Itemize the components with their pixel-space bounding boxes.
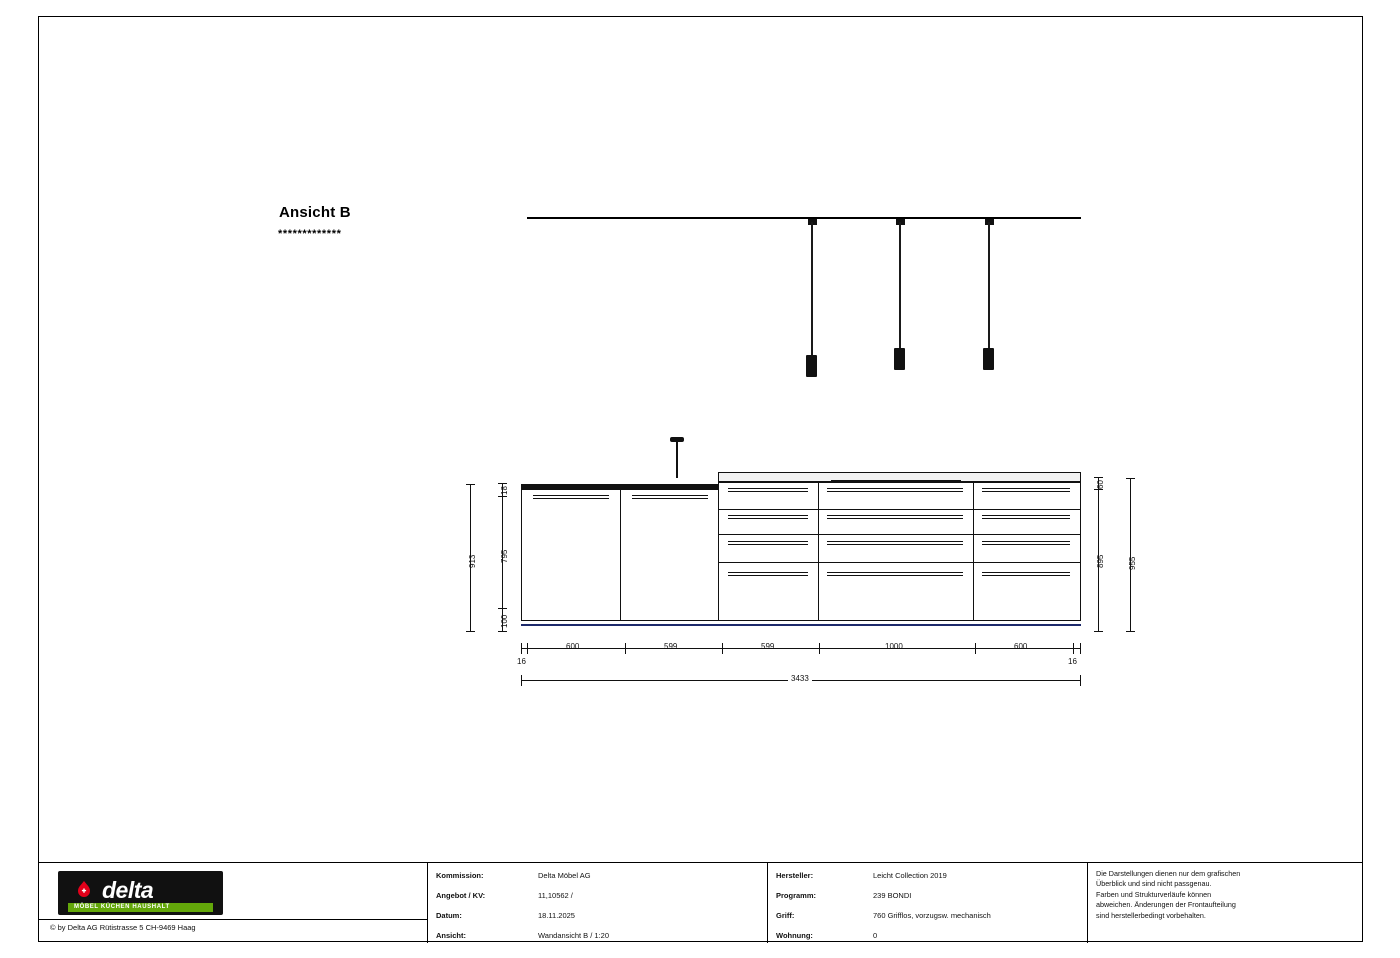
dim-100-label: 100 bbox=[500, 614, 509, 628]
dim-chain-tick-5 bbox=[975, 643, 976, 654]
handle-drawer-c3-r2 bbox=[982, 515, 1070, 519]
label-programm: Programm: bbox=[776, 891, 817, 900]
handle-door-1 bbox=[533, 495, 609, 499]
cabinet-left-divider bbox=[620, 490, 621, 620]
label-ansicht: Ansicht: bbox=[436, 931, 466, 940]
flame-icon bbox=[74, 880, 94, 900]
dim-width-599-a: 599 bbox=[664, 642, 678, 651]
dim-60-tick-bottom bbox=[1094, 489, 1103, 490]
dim-chain-line bbox=[521, 648, 1081, 649]
dim-width-600-left: 600 bbox=[566, 642, 580, 651]
copyright-text: © by Delta AG Rütistrasse 5 CH-9469 Haag bbox=[50, 923, 196, 932]
dim-100-tick-bottom bbox=[498, 631, 507, 632]
dim-chain-tick-4 bbox=[819, 643, 820, 654]
value-angebot: 11,10562 / bbox=[538, 891, 573, 900]
drawer-row-divider-1 bbox=[719, 509, 1080, 510]
handle-drawer-c1-r2 bbox=[728, 515, 808, 519]
pendant-lamp-2 bbox=[894, 348, 905, 370]
dim-total-tick-right bbox=[1080, 675, 1081, 686]
ceiling-line bbox=[527, 217, 1081, 219]
pendant-lamp-3 bbox=[983, 348, 994, 370]
dim-18-tick-bottom bbox=[498, 496, 507, 497]
value-wohnung: 0 bbox=[873, 931, 878, 940]
handle-drawer-c3-r1 bbox=[982, 488, 1070, 492]
dim-913-tick-bottom bbox=[466, 631, 475, 632]
label-kommission: Kommission: bbox=[436, 871, 484, 880]
dim-18-tick-top bbox=[498, 483, 507, 484]
dim-width-16-right: 16 bbox=[1068, 657, 1077, 666]
dim-chain-tick-0 bbox=[521, 643, 522, 654]
drawer-row-divider-2 bbox=[719, 534, 1080, 535]
dim-chain-tick-7 bbox=[1080, 643, 1081, 654]
handle-drawer-c2-r4 bbox=[827, 572, 963, 576]
handle-drawer-c1-r4 bbox=[728, 572, 808, 576]
title-block-logo-column bbox=[38, 863, 428, 943]
dim-total-label: 3433 bbox=[788, 674, 812, 683]
dim-913-tick-top bbox=[466, 484, 475, 485]
dim-955-label: 955 bbox=[1128, 556, 1137, 570]
dim-895-tick-bottom bbox=[1094, 631, 1103, 632]
dim-width-16-left: 16 bbox=[517, 657, 526, 666]
dim-18-label: 18 bbox=[500, 486, 509, 495]
handle-drawer-c1-r1 bbox=[728, 488, 808, 492]
dim-955-tick-top bbox=[1126, 478, 1135, 479]
label-wohnung: Wohnung: bbox=[776, 931, 813, 940]
dim-chain-tick-2 bbox=[625, 643, 626, 654]
page-title: Ansicht B bbox=[279, 204, 351, 221]
dim-width-600-right: 600 bbox=[1014, 642, 1028, 651]
dim-955-tick-bottom bbox=[1126, 631, 1135, 632]
plinth bbox=[521, 620, 1081, 626]
drawer-column-divider-2 bbox=[973, 483, 974, 620]
cabinet-right-block bbox=[718, 482, 1081, 621]
title-block-manufacturer-column bbox=[768, 863, 1088, 943]
note-line-5: sind herstellerbedingt vorbehalten. bbox=[1096, 910, 1206, 920]
logo-wordmark: delta bbox=[102, 877, 154, 903]
handle-drawer-c1-r3 bbox=[728, 541, 808, 545]
title-block bbox=[38, 862, 1363, 942]
dim-width-599-b: 599 bbox=[761, 642, 775, 651]
dim-60-tick-top bbox=[1094, 477, 1103, 478]
handle-drawer-c2-r2 bbox=[827, 515, 963, 519]
note-line-1: Die Darstellungen dienen nur dem grafischen bbox=[1096, 869, 1241, 878]
lamp-cord-1 bbox=[811, 222, 813, 357]
value-programm: 239 BONDI bbox=[873, 891, 912, 900]
dim-100-tick-top bbox=[498, 608, 507, 609]
value-ansicht: Wandansicht B / 1:20 bbox=[538, 931, 610, 940]
note-line-2: Überblick und sind nicht passgenau. bbox=[1096, 879, 1212, 889]
delta-logo bbox=[58, 871, 223, 915]
dim-total-tick-left bbox=[521, 675, 522, 686]
value-griff: 760 Grifflos, vorzugsw. mechanisch bbox=[873, 911, 991, 920]
lamp-cord-3 bbox=[988, 222, 990, 350]
logo-column-rule bbox=[38, 919, 427, 920]
handle-drawer-c3-r3 bbox=[982, 541, 1070, 545]
handle-drawer-c2-r1 bbox=[827, 488, 963, 492]
dim-955-line bbox=[1130, 478, 1131, 631]
dim-chain-tick-3 bbox=[722, 643, 723, 654]
dim-width-1000: 1000 bbox=[885, 642, 903, 651]
note-line-4: abweichen. Änderungen der Frontaufteilung bbox=[1096, 900, 1236, 910]
page-subtitle: ************* bbox=[278, 228, 342, 240]
handle-door-2 bbox=[632, 495, 708, 499]
logo-tagline: MÖBEL KÜCHEN HAUSHALT bbox=[74, 904, 170, 910]
title-block-notes-column bbox=[1088, 863, 1363, 943]
label-griff: Griff: bbox=[776, 911, 795, 920]
dim-795-label: 795 bbox=[500, 549, 509, 563]
dim-60-label: 60 bbox=[1096, 480, 1105, 489]
pendant-lamp-1 bbox=[806, 355, 817, 377]
value-datum: 18.11.2025 bbox=[538, 911, 575, 920]
kitchen-elevation bbox=[521, 472, 1081, 632]
drawer-row-divider-3 bbox=[719, 562, 1080, 563]
drawer-column-divider-1 bbox=[818, 483, 819, 620]
disclaimer-notes bbox=[1096, 869, 1356, 921]
dim-895-label: 895 bbox=[1096, 554, 1105, 568]
handle-drawer-c2-r3 bbox=[827, 541, 963, 545]
label-angebot: Angebot / KV: bbox=[436, 891, 486, 900]
dim-chain-tick-1 bbox=[527, 643, 528, 654]
label-hersteller: Hersteller: bbox=[776, 871, 814, 880]
dim-chain-tick-6 bbox=[1073, 643, 1074, 654]
lamp-cord-2 bbox=[899, 222, 901, 350]
value-hersteller: Leicht Collection 2019 bbox=[873, 871, 947, 880]
value-kommission: Delta Möbel AG bbox=[538, 871, 591, 880]
dim-913-label: 913 bbox=[468, 554, 477, 568]
label-datum: Datum: bbox=[436, 911, 462, 920]
handle-drawer-c3-r4 bbox=[982, 572, 1070, 576]
title-block-commission-column bbox=[428, 863, 768, 943]
note-line-3: Farben und Strukturverläufe können bbox=[1096, 889, 1212, 899]
